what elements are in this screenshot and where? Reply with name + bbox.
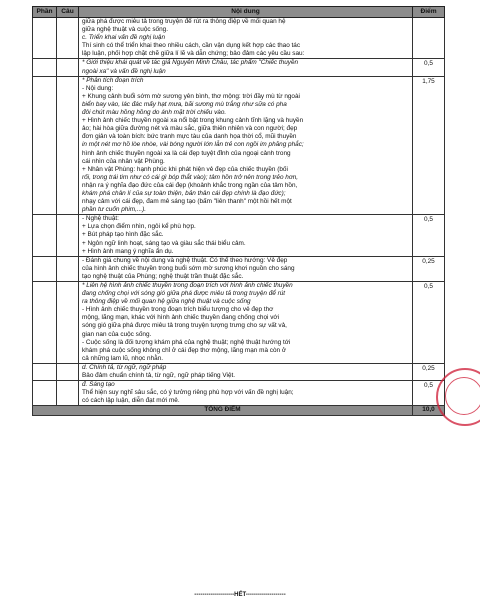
content-line: * Giới thiệu khái quát về tác giả Nguyễn Minh Châu, tác phẩm "Chiếc thuyền	[82, 59, 299, 67]
content-line: c. Triển khai vấn đề nghị luận	[82, 34, 166, 42]
content-line: + Nhân vật Phùng: hạnh phúc khi phát hiện vẻ đẹp của chiếc thuyền (bối	[82, 165, 288, 173]
content-line: của hình ảnh chiếc thuyền trong buổi sớm mờ sương khơi nguồn cho sáng	[82, 264, 295, 272]
cell-phan	[33, 381, 57, 406]
table-row	[33, 76, 445, 215]
cell-phan	[33, 363, 57, 380]
cell-cau	[57, 215, 79, 256]
cell-noi-dung	[79, 18, 413, 59]
cell-phan	[33, 76, 57, 215]
header-noi-dung: Nội dung	[79, 7, 413, 18]
content-line: hình ảnh chiếc thuyền ngoài xa là cái đẹp tuyệt đỉnh của ngoại cảnh trong	[82, 149, 291, 157]
content-line: ảo; hài hòa giữa đường nét và màu sắc, giữa thiên nhiên và con người; đẹp	[82, 125, 298, 133]
content-line: + Ngôn ngữ linh hoạt, sáng tạo và giàu sắc thái biểu cảm.	[82, 239, 246, 247]
content-line: đôi chút màu hồng hồng do ánh mặt trời chiếu vào.	[82, 109, 227, 117]
content-line: tạo nghệ thuật của Phùng; nghệ thuật trần thuật đặc sắc.	[82, 272, 244, 280]
content-line: + Hình ảnh chiếc thuyền ngoài xa nổi bật trong khung cảnh tĩnh lặng và huyền	[82, 117, 304, 125]
content-line: nhạy cảm với cái đẹp, đam mê sáng tạo (bấm "liên thanh" một hồi hết một	[82, 198, 292, 206]
table-row	[33, 59, 445, 76]
total-row	[33, 406, 445, 416]
content-line: cái nhìn của nhân vật Phùng.	[82, 157, 165, 165]
cell-diem: 1,75	[413, 76, 445, 215]
header-phan: Phần	[33, 7, 57, 18]
end-marker: --------------------HẾT--------------------	[194, 592, 286, 598]
table-row	[33, 282, 445, 364]
answer-key-sheet	[32, 6, 444, 416]
content-line: - Nghệ thuật:	[82, 215, 119, 223]
table-header-row	[33, 7, 445, 18]
red-seal-stamp	[436, 368, 480, 426]
table-row	[33, 381, 445, 406]
content-line: Bảo đảm chuẩn chính tả, từ ngữ, ngữ pháp tiếng Việt.	[82, 372, 236, 380]
table-row	[33, 215, 445, 256]
cell-noi-dung	[79, 363, 413, 380]
cell-diem: 0,25	[413, 256, 445, 281]
content-line: * Liên hệ hình ảnh chiếc thuyền trong đoạn trích với hình ảnh chiếc thuyền	[82, 282, 293, 289]
content-line: nhận ra ý nghĩa đạo đức của cái đẹp (khoảnh khắc trong ngần của tâm hồn,	[82, 181, 298, 189]
cell-cau	[57, 363, 79, 380]
content-line: khám phá chân lí của sự toàn thiện, bản thân cái đẹp chính là đạo đức);	[82, 189, 286, 197]
content-line: phần tư cuốn phim,...).	[82, 206, 147, 214]
content-line: + Bút pháp tạo hình đặc sắc.	[82, 231, 164, 239]
cell-noi-dung	[79, 76, 413, 215]
table-row	[33, 363, 445, 380]
cell-cau	[57, 76, 79, 215]
cell-diem: 0,5	[413, 381, 445, 406]
content-line: Thể hiện suy nghĩ sâu sắc, có ý tưởng riêng phù hợp với vấn đề nghị luận;	[82, 389, 294, 397]
content-line: ra thông điệp về mối quan hệ giữa nghệ thuật và cuộc sống	[82, 298, 251, 306]
content-line: Thí sinh có thể triển khai theo nhiều cách, cần vận dụng kết hợp các thao tác	[82, 42, 301, 50]
content-line: rối, trong trái tim như có cái gì bóp thắt vào); tâm hồn trở nên trong trẻo hơn,	[82, 173, 299, 181]
content-line: - Nội dung:	[82, 84, 114, 92]
content-line: lập luận, phối hợp chặt chẽ giữa lí lẽ và dẫn chứng; bảo đảm các yêu cầu sau:	[82, 50, 305, 58]
header-diem: Điểm	[413, 7, 445, 18]
cell-cau	[57, 59, 79, 76]
content-line: cả những lam lũ, nhọc nhằn.	[82, 354, 164, 362]
cell-noi-dung	[79, 215, 413, 256]
cell-phan	[33, 282, 57, 364]
cell-cau	[57, 381, 79, 406]
content-line: đơn giản và toàn bích: bức tranh mực tàu của danh họa thời cổ, mũi thuyền	[82, 133, 297, 141]
cell-diem: 0,5	[413, 59, 445, 76]
content-line: gian nan của cuộc sống.	[82, 330, 152, 338]
content-line: đ. Sáng tạo	[82, 381, 115, 389]
cell-phan	[33, 18, 57, 59]
content-line: - Hình ảnh chiếc thuyền trong đoạn trích biểu tượng cho vẻ đẹp thơ	[82, 306, 274, 314]
cell-noi-dung	[79, 381, 413, 406]
cell-noi-dung	[79, 282, 413, 364]
cell-cau	[57, 18, 79, 59]
cell-cau	[57, 282, 79, 364]
cell-diem	[413, 18, 445, 59]
grading-table	[32, 6, 445, 416]
content-line: có cách lập luận, diễn đạt mới mẻ.	[82, 397, 180, 405]
content-line: giữa phá được miêu tả trong truyện để rút ra thông điệp về mối quan hệ	[82, 18, 286, 25]
content-line: - Đánh giá chung về nội dung và nghệ thuật. Có thể theo hướng: Vẻ đẹp	[82, 256, 288, 264]
content-line: d. Chính tả, từ ngữ, ngữ pháp	[82, 363, 167, 371]
cell-diem: 0,5	[413, 282, 445, 364]
cell-diem: 0,5	[413, 215, 445, 256]
content-line: - Cuộc sống là đối tượng khám phá của nghệ thuật; nghệ thuật hướng tới	[82, 338, 291, 346]
content-line: đang chống chọi với sóng gió giữa phá được miêu tả trong truyện để rút	[82, 290, 286, 298]
cell-noi-dung	[79, 256, 413, 281]
content-line: sóng gió giữa phá được miêu tả trong truyện tượng trưng cho sự vất vả,	[82, 322, 287, 330]
header-cau: Câu	[57, 7, 79, 18]
content-line: + Hình ảnh mang ý nghĩa ẩn dụ.	[82, 247, 174, 255]
cell-phan	[33, 59, 57, 76]
cell-diem: 0,25	[413, 363, 445, 380]
table-row	[33, 256, 445, 281]
content-line: ngoài xa" và vấn đề nghị luận	[82, 67, 166, 75]
cell-cau	[57, 256, 79, 281]
total-score: 10,0	[413, 406, 445, 416]
content-line: + Lựa chọn điểm nhìn, ngôi kể phù hợp.	[82, 223, 196, 231]
content-line: khám phá cuộc sống không chỉ ở cái đẹp thơ mộng, lãng mạn mà còn ở	[82, 346, 287, 354]
cell-phan	[33, 256, 57, 281]
content-line: * Phân tích đoạn trích	[82, 76, 144, 84]
content-line: giữa nghệ thuật và cuộc sống.	[82, 26, 168, 34]
content-line: + Khung cảnh buổi sớm mờ sương yên bình, thơ mộng: trời đầy mù từ ngoài	[82, 92, 300, 100]
table-row	[33, 18, 445, 59]
content-line: mộng, lãng mạn, khác với hình ảnh chiếc thuyền đang chống chọi với	[82, 314, 280, 322]
total-label: TỔNG ĐIỂM	[33, 406, 413, 416]
content-line: in một nét mơ hồ lòe nhòe, vài bóng người lớn lẫn trẻ con ngồi im phăng phắc;	[82, 141, 304, 149]
cell-noi-dung	[79, 59, 413, 76]
cell-phan	[33, 215, 57, 256]
content-line: biển bay vào, lác đác mấy hạt mưa, bãi sương mù trắng như sữa có pha	[82, 100, 287, 108]
